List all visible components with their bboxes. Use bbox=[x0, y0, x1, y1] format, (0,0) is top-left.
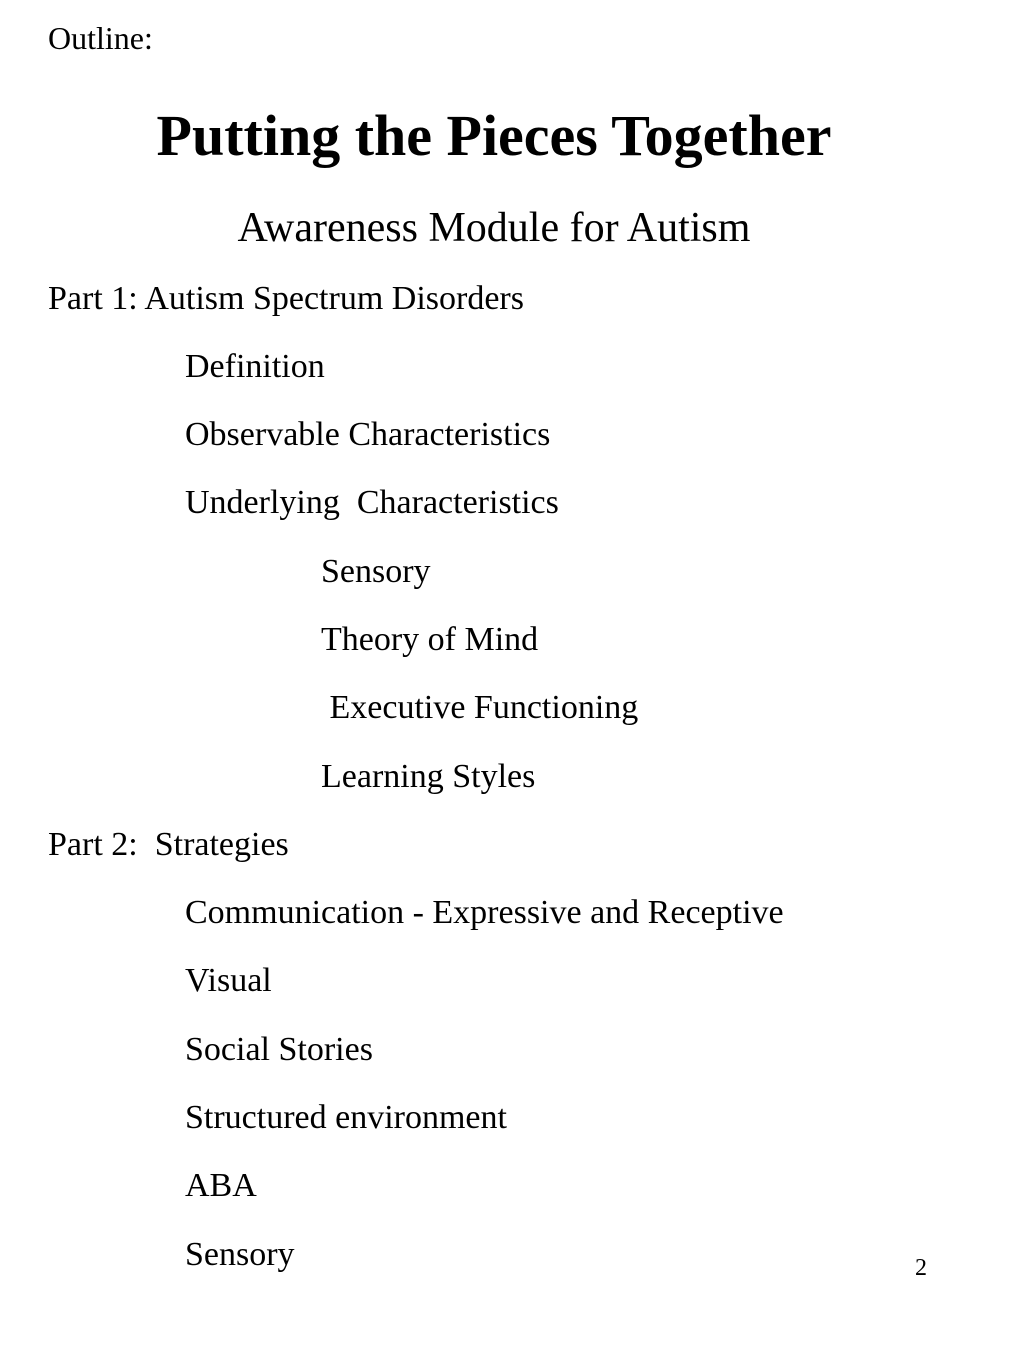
outline-item-communication: Communication - Expressive and Receptive bbox=[185, 894, 784, 931]
slide-title: Putting the Pieces Together bbox=[156, 103, 832, 168]
outline-item-structured-environment: Structured environment bbox=[185, 1099, 507, 1136]
outline-subitem-learning-styles: Learning Styles bbox=[321, 758, 536, 795]
outline-item-observable-characteristics: Observable Characteristics bbox=[185, 416, 551, 453]
part-2-heading: Part 2: Strategies bbox=[48, 826, 289, 863]
outline-item-definition: Definition bbox=[185, 348, 325, 385]
outline-subitem-theory-of-mind: Theory of Mind bbox=[321, 621, 539, 658]
outline-item-visual: Visual bbox=[185, 962, 272, 999]
outline-label: Outline: bbox=[48, 20, 153, 56]
outline-item-underlying-characteristics: Underlying Characteristics bbox=[185, 484, 559, 521]
part-1-heading: Part 1: Autism Spectrum Disorders bbox=[48, 280, 524, 317]
outline-item-social-stories: Social Stories bbox=[185, 1031, 373, 1068]
page-number: 2 bbox=[915, 1255, 927, 1281]
outline-subitem-sensory: Sensory bbox=[321, 553, 431, 590]
slide-subtitle: Awareness Module for Autism bbox=[237, 205, 751, 251]
outline-subitem-executive-functioning: Executive Functioning bbox=[321, 689, 639, 726]
outline-item-aba: ABA bbox=[185, 1167, 257, 1204]
outline-item-sensory: Sensory bbox=[185, 1236, 295, 1273]
